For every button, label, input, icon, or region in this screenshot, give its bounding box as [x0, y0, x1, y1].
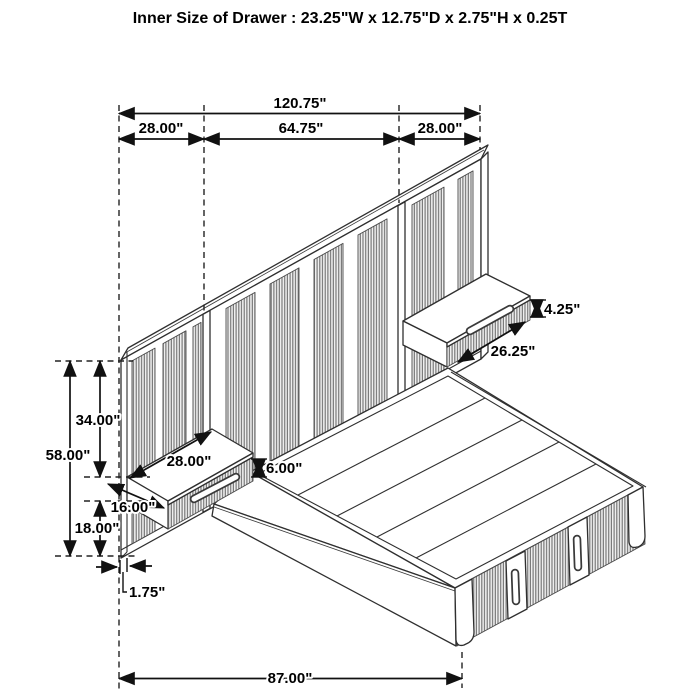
dim-label-upper-panel-height: 34.00"	[75, 412, 121, 429]
dim-label-left-nightstand-width: 28.00"	[166, 453, 212, 470]
dim-label-bed-length: 87.00"	[267, 670, 313, 687]
dim-label-nightstand-depth: 16.00"	[110, 499, 156, 516]
foot-left-post	[455, 579, 474, 645]
panel-seam-right	[398, 202, 405, 404]
dim-label-left-nightstand-height: 6.00"	[266, 460, 303, 477]
dim-label-right-panel-width: 28.00"	[417, 120, 463, 137]
dim-label-headboard-height: 58.00"	[45, 447, 91, 464]
dim-label-left-panel-width: 28.00"	[138, 120, 184, 137]
foot-right-post	[628, 487, 645, 547]
foot-door-handle-right-icon	[577, 539, 578, 567]
foot-door-handle-left-icon	[515, 573, 516, 601]
dim-label-right-nightstand-width: 26.25"	[490, 343, 536, 360]
dim-label-right-nightstand-height: 4.25"	[544, 301, 581, 318]
dim-label-lower-panel-height: 18.00"	[74, 520, 120, 537]
drawing-title: Inner Size of Drawer : 23.25"W x 12.75"D x 2.75"H x 0.25T	[132, 10, 568, 27]
dim-label-panel-thickness: 1.75"	[129, 584, 166, 601]
dim-label-total-width: 120.75"	[273, 95, 327, 112]
dim-label-center-panel-width: 64.75"	[278, 120, 324, 137]
